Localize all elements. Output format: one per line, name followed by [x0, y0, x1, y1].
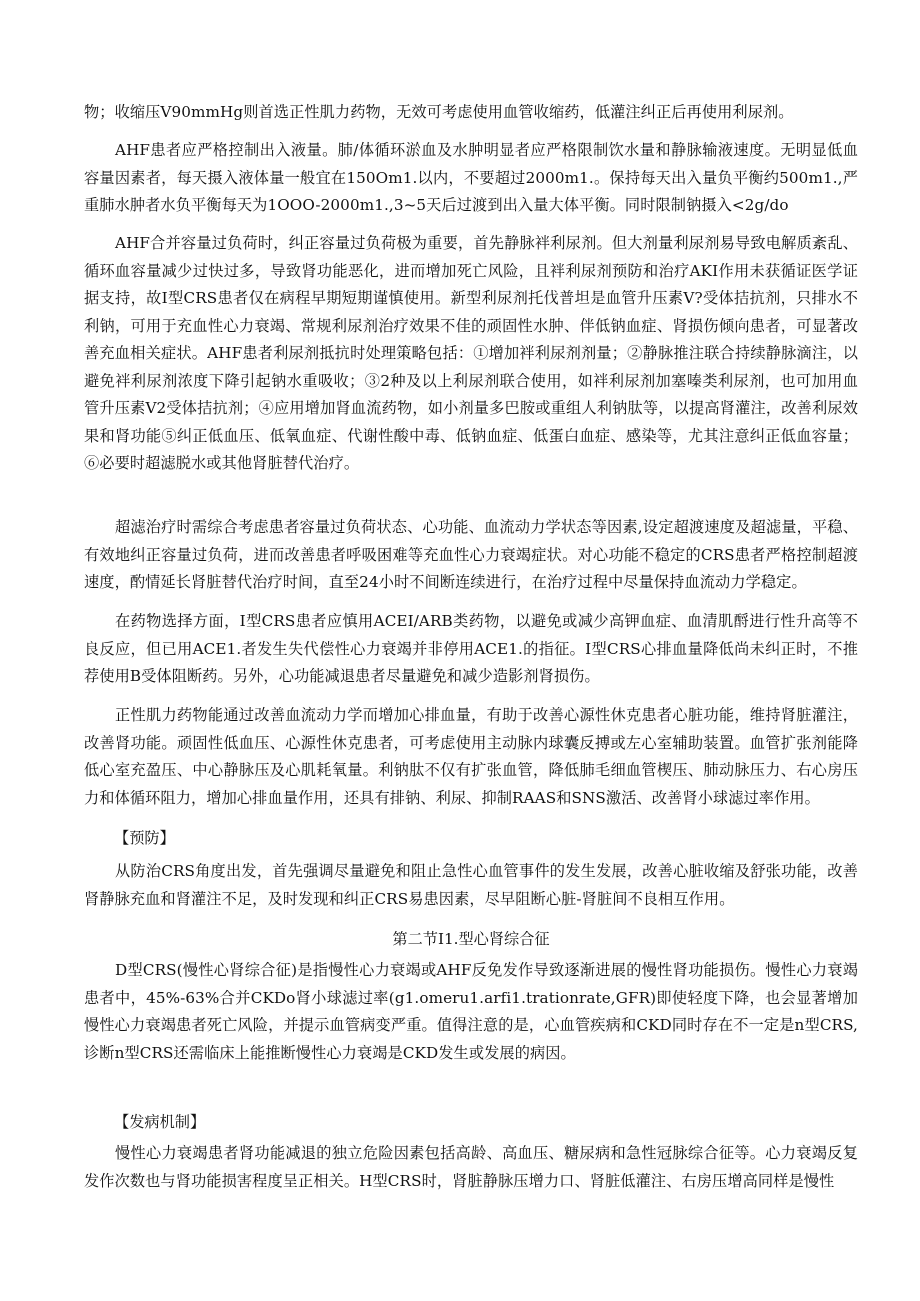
paragraph-diuretic-hypotension: 物；收缩压V90mmHg则首选正性肌力药物，无效可考虑使用血管收缩药，低灌注纠正后再使用利尿剂。: [84, 103, 794, 121]
heading-mechanism: 【发病机制】: [114, 1113, 206, 1131]
paragraph-diuretic-strategy: AHF合并容量过负荷时，纠正容量过负荷极为重要，首先静脉袢利尿剂。但大剂量利尿剂易导致电解质紊乱、循环血容量减少过快过多，导致肾功能恶化，进而增加死亡风险，且袢利尿剂预防和治疗AKI作用未获循证医学证据支持，故I型CRS患者仅在病程早期短期谨慎使用。新型利尿剂托伐普坦是血管升压素V?受体拮抗剂，只排水不利钠，可用于充血性心力衰竭、常规利尿剂治疗效果不佳的顽固性水肿、伴低钠血症、肾损伤倾向患者，可显著改善充血相关症状。AHF患者利尿剂抵抗时处理策略包括：①增加袢利尿剂剂量；②静脉推注联合持续静脉滴注，以避免袢利尿剂浓度下降引起钠水重吸收；③2种及以上利尿剂联合使用，如袢利尿剂加塞嗪类利尿剂，也可加用血管升压素V2受体拮抗剂；④应用增加肾血流药物，如小剂量多巴胺或重组人利钠肽等，以提高肾灌注，改善利尿效果和肾功能⑤纠正低血压、低氧血症、代谢性酸中毒、低钠血症、低蛋白血症、感染等，尤其注意纠正低血容量；⑥必要时超滤脱水或其他肾脏替代治疗。: [84, 234, 858, 472]
paragraph-type2-definition: D型CRS(慢性心肾综合征)是指慢性心力衰竭或AHF反免发作导致逐渐进展的慢性肾功能损伤。慢性心力衰竭患者中，45%-63%合并CKDo肾小球滤过率(g1.omeru1.arfi1.trationrate,GFR)即使轻度下降，也会显著增加慢性心力衰竭患者死亡风险，并提示血管病变严重。值得注意的是，心血管疾病和CKD同时存在不一定是n型CRS,诊断n型CRS还需临床上能推断慢性心力衰竭是CKD发生或发展的病因。: [84, 961, 858, 1062]
paragraph-prevention: 从防治CRS角度出发，首先强调尽量避免和阻止急性心血管事件的发生发展，改善心脏收缩及舒张功能，改善肾静脉充血和肾灌注不足，及时发现和纠正CRS易患因素，尽早阻断心脏-肾脏间不良相互作用。: [84, 862, 858, 908]
heading-prevention: 【预防】: [114, 829, 175, 847]
section-title: 第二节I1.型心肾综合征: [392, 930, 550, 948]
paragraph-ultrafiltration: 超滤治疗时需综合考虑患者容量过负荷状态、心功能、血流动力学状态等因素,设定超渡速度及超滤量，平稳、有效地纠正容量过负荷，进而改善患者呼吸困难等充血性心力衰竭症状。对心功能不稳定的CRS患者严格控制超渡速度，酌情延长肾脏替代治疗时间，直至24小时不间断连续进行，在治疗过程中尽量保持血流动力学稳定。: [84, 518, 858, 591]
paragraph-drug-selection: 在药物选择方面，I型CRS患者应慎用ACEI/ARB类药物，以避免或减少高钾血症、血清肌酹进行性升高等不良反应，但已用ACE1.者发生失代偿性心力衰竭并非停用ACE1.的指征。I型CRS心排血量降低尚未纠正时，不推荐使用B受体阻断药。另外，心功能减退患者尽量避免和减少造影剂肾损伤。: [84, 612, 858, 685]
paragraph-fluid-control: AHF患者应严格控制出入液量。肺/体循环淤血及水肿明显者应严格限制饮水量和静脉输液速度。无明显低血容量因素者，每天摄入液体量一般宜在150Om1.以内，不要超过2000m1.。保持每天出入量负平衡约500m1.,严重肺水肿者水负平衡每天为1OOO-2000m1.,3~5天后过渡到出入量大体平衡。同时限制钠摄入<2g/do: [84, 141, 858, 214]
paragraph-mechanism: 慢性心力衰竭患者肾功能减退的独立危险因素包括高龄、高血压、糖尿病和急性冠脉综合征等。心力衰竭反复发作次数也与肾功能损害程度呈正相关。H型CRS时，肾脏静脉压增力口、肾脏低灌注、右房压增高同样是慢性: [84, 1144, 858, 1190]
paragraph-inotropes: 正性肌力药物能通过改善血流动力学而增加心排血量，有助于改善心源性休克患者心脏功能，维持肾脏灌注，改善肾功能。顽固性低血压、心源性休克患者，可考虑使用主动脉内球囊反搏或左心室辅助装置。血管扩张剂能降低心室充盈压、中心静脉压及心肌耗氧量。利钠肽不仅有扩张血管，降低肺毛细血管楔压、肺动脉压力、右心房压力和体循环阻力，增加心排血量作用，还具有排钠、利尿、抑制RAAS和SNS激活、改善肾小球滤过率作用。: [84, 706, 858, 807]
